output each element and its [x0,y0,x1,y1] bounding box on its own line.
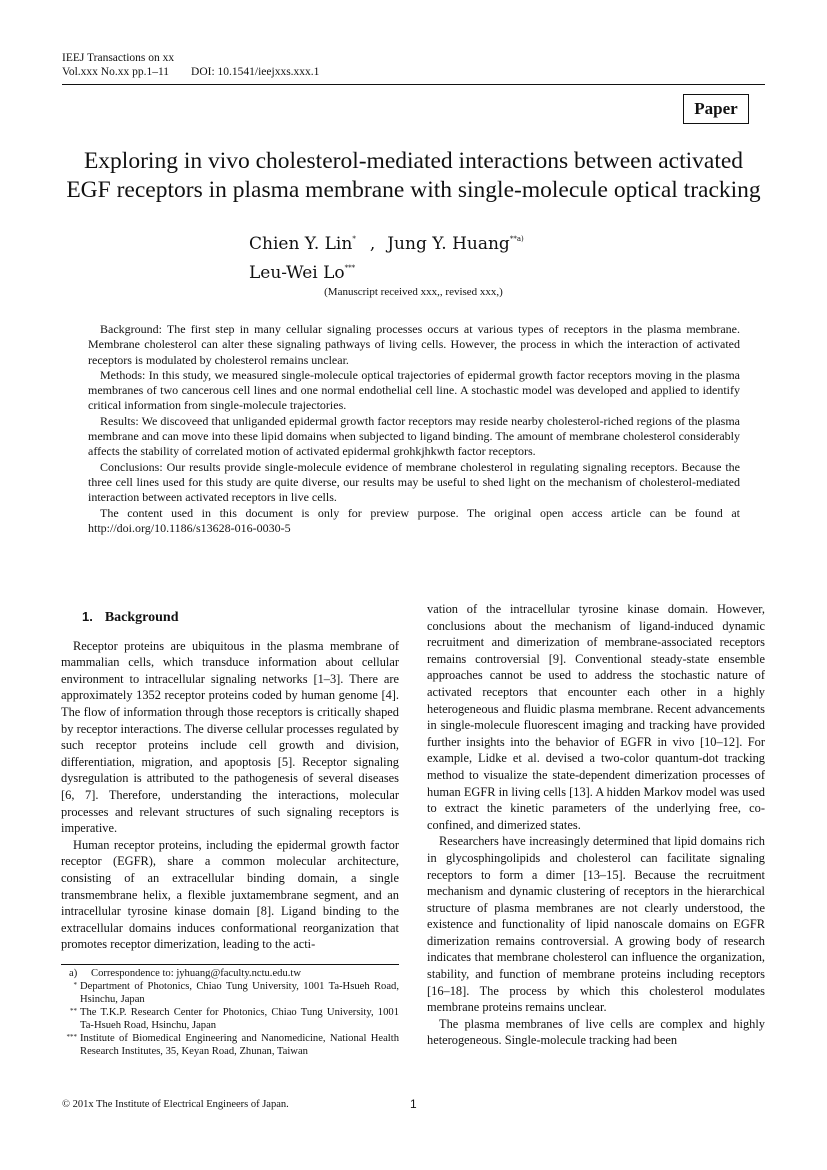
author-name: Leu-Wei Lo [249,263,345,283]
paper-type-badge: Paper [683,94,749,124]
header-rule [62,84,765,85]
footnote-mark: *** [66,1033,77,1041]
author-name: Chien Y. Lin [249,234,353,254]
page-number: 1 [410,1097,417,1111]
author-name: Jung Y. Huang [387,234,510,254]
footnote-mark: a) [69,968,78,979]
abstract-background: Background: The first step in many cellular signaling processes occurs at various types of receptors in the plasma membrane. Membrane cholesterol can alter these signaling pathways of living cells. However, the process in which the interaction of activated receptors is modulated by cholesterol remains unclear. [88,322,740,367]
journal-name: IEEJ Transactions on xx [62,52,175,64]
abstract-results: Results: We discoveed that unliganded epidermal growth factor receptors may reside nearby cholesterol-riched regions of the plasma membrane and can move into these lipid domains when subjected to ligand binding. The amount of membrane cholesterol considerably affects the stability of correlated motion of activated epidermal grohkjhkwth factor receptors. [88,413,740,459]
abstract-conclusions: Conclusions: Our results provide single-molecule evidence of membrane cholesterol in regulating signaling receptors. Because the three cell lines used for this study are quite diverse, our results may be useful to shed light on the mechanism of cholesterol-mediated interaction between activated receptors in live cells. [88,459,740,505]
body-paragraph: Human receptor proteins, including the epidermal growth factor receptor (EGFR), share a common molecular architecture, consisting of an extracellular binding domain, a single transmembrane helix, a flexible juxtamembrane segment, and an intracellular tyrosine kinase domain [8]. Ligand binding to the extracellular domains induces conformational reorganization that promotes receptor dimerization, leading to the acti- [61,837,399,952]
footnote-mark: ** [70,1007,77,1015]
author-list [249,227,524,285]
author-affiliation-mark: **a) [509,235,524,243]
section-heading [82,609,399,627]
volume-info: Vol.xxx No.xx pp.1–11 [62,66,170,78]
title-line: EGF receptors in plasma membrane with single-molecule optical tracking [66,177,761,203]
footnote-text: Department of Photonics, Chiao Tung University, 1001 Ta-Hsueh Road, Hsinchu, Japan [80,981,399,1005]
author-affiliation-mark: * [352,235,356,243]
title-line: Exploring in vivo cholesterol-mediated interactions between activated [83,148,744,174]
footnote [61,1006,399,1032]
abstract [88,322,740,536]
author-affiliation-mark: *** [344,264,356,272]
abstract-methods: Methods: In this study, we measured single-molecule optical trajectories of epidermal growth factor receptors moving in the plasma membranes of two cancerous cell lines and one normal endothelial cell line. A stochastic model was developed and applied to identify critical information from single-molecule trajectories. [88,367,740,413]
paper-title [40,147,787,205]
footnote [61,980,399,1006]
footnote-text: Institute of Biomedical Engineering and Nanomedicine, National Health Research Institutes, 35, Keyan Road, Zhunan, Taiwan [80,1033,399,1057]
right-column [427,601,765,1049]
abstract-preview-note: The content used in this document is only for preview purpose. The original open access article can be found at http://doi.org/10.1186/s13628-016-0030-5 [88,505,740,535]
body-paragraph: Receptor proteins are ubiquitous in the plasma membrane of mammalian cells, which transduce information about cellular environment to intracellular signaling networks [1–3]. There are approximately 1352 receptor proteins coded by human genome [4]. The flow of information through those receptors is critically shaped by receptor interactions. The diverse cellular processes regulated by such receptor proteins include cell growth and division, differentiation, migration, and apoptosis [5]. Receptor signaling dysregulation is attributed to the pathogenesis of several diseases [6, 7]. Therefore, understanding the interactions, molecular processes and relevant structures of such signaling receptors is imperative. [61,638,399,836]
body-paragraph: Researchers have increasingly determined that lipid domains rich in glycosphingolipids and cholesterol can facilitate signaling receptors to form a dimer [13–15]. Because the recruitment mechanism and dynamic clustering of receptors in the hierarchical structure of plasma membranes are not clearly understood, the existence and functionality of lipid nanoscale domains on EGFR dimerization remains controversial. A growing body of research indicates that membrane cholesterol can influence the organization, stability, and function of membrane proteins including receptors [16–18]. The process by which this cholesterol modulates membrane proteins remains unclear. [427,834,765,1015]
body-paragraph: vation of the intracellular tyrosine kinase domain. However, conclusions about the mechanism of ligand-induced dynamic recruitment and dimerization of membrane-associated receptors remains controversial [9]. Conventional steady-state ensemble approaches cannot be used to address the stochastic nature of activated receptors that encounter each other in a highly heterogeneous and fluidic plasma membrane. Recent advancements in single-molecule fluorescent imaging and tracking have provided further insights into the behavior of EGFR in vivo [10–12]. For example, Lidke et al. devised a two-color quantum-dot tracking method to visualize the state-dependent dimerization processes of human EGFR in living cells [13]. A hidden Markov model was used to extract the kinetic parameters of the underlying free, co-confined, and dimerized states. [427,602,765,832]
footnotes [61,967,399,1058]
footnote [61,967,399,980]
running-header [62,51,319,79]
manuscript-dates: (Manuscript received xxx,, revised xxx,) [324,286,503,298]
copyright-notice: © 201x The Institute of Electrical Engineers of Japan. [62,1099,289,1110]
footnote [61,1032,399,1058]
footnote-text: The T.K.P. Research Center for Photonics, Chiao Tung University, 1001 Ta-Hsueh Road, Hsinchu, Japan [80,1007,399,1031]
section-title: Background [104,610,179,625]
footnote-rule [61,964,399,965]
author-separator: , [369,234,376,254]
doi: DOI: 10.1541/ieejxxs.xxx.1 [191,66,320,78]
left-column [61,604,399,953]
footnote-mark: * [73,981,77,989]
footnote-text: Correspondence to: jyhuang@faculty.nctu.edu.tw [91,968,301,979]
body-paragraph: The plasma membranes of live cells are complex and highly heterogeneous. Single-molecule tracking had been [427,1016,765,1048]
section-number: 1. [82,609,93,624]
